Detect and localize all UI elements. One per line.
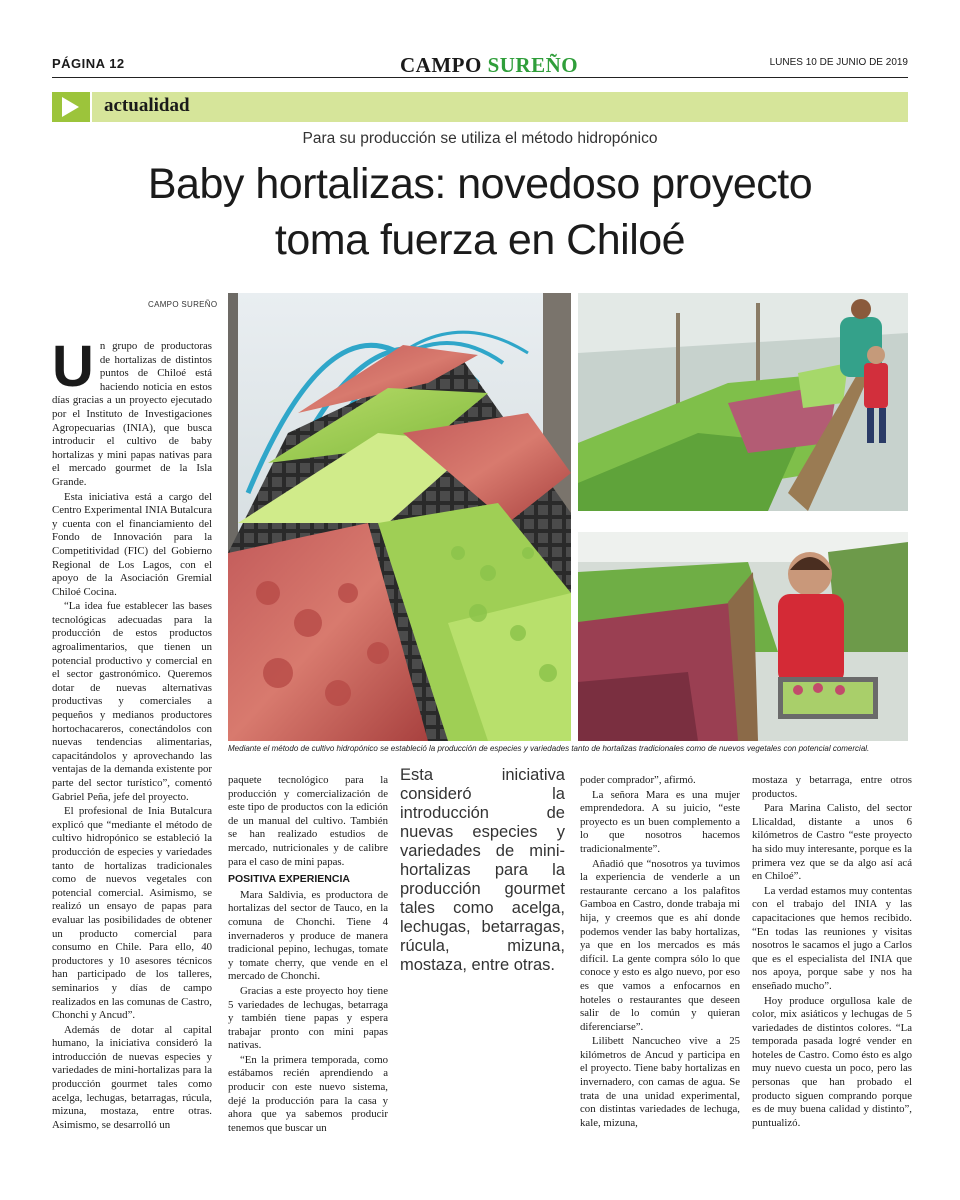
text-column-1 [52,334,212,1133]
paragraph: Gracias a este proyecto hoy tiene 5 variedades de lechugas, betarraga y también tiene papas y espera trabajar pronto con mini papas nativas. [228,984,388,1052]
subheading: POSITIVA EXPERIENCIA [228,873,350,886]
paragraph: Para Marina Calisto, del sector Llicaldad, distante a unos 6 kilómetros de Castro “este proyecto ha sido muy interesante, porque es la primera vez que se da algo así acá en Chiloé”. [752,802,912,883]
paragraph: paquete tecnológico para la producción y comercialización de este tipo de productos con la edición de un manual del cultivo. También se han realizado estudios de mercado, nutricionales y de calibre para el caso de mini papas. [228,774,388,868]
photo-caption: Mediante el método de cultivo hidropónico se estableció la producción de especies y variedades tanto de hortalizas tradicionales como de nuevos vegetales con potencial comercial. [228,744,870,753]
play-arrow-icon [62,97,79,117]
paragraph: Añadió que “nosotros ya tuvimos la experiencia de venderle a un restaurante cercano a los palafitos Gamboa en Castro, donde trabaja mi hija, y creemos que es ahí donde podemos vender las baby hortalizas, ya que en los mercados es más difícil. La gente compra sólo lo que conoce y esto es algo nuevo, por eso es que vamos a enfocarnos en hoteles o restaurantes que deseen salir de lo común y quieran diferenciarse”. [580,857,740,1033]
photo-producer-greenhouse [578,293,908,511]
page-header [52,52,908,78]
pull-quote: Esta iniciativa consideró la introducción de nuevas especies y variedades de mini-hortalizas para la producción gourmet tales como acelga, lechugas, betarragas, rúcula, mizuna, mostaza, entre otras. [400,766,565,974]
headline-line-2: toma fuerza en Chiloé [274,216,686,264]
paragraph: Esta iniciativa está a cargo del Centro Experimental INIA Butalcura y cuenta con el financiamiento del Fondo de Innovación para la Competitividad (FIC) del Gobierno Regional de Los Lagos, con el apoyo de la Asociación Gremial Chiloé Cocina. [52,490,212,598]
paragraph: Hoy produce orgullosa kale de color, mix asiáticos y lechugas de 5 variedades de distintos colores. “La temporada pasada logré vender en hoteles de Castro. Como ésto es algo muy nuevo cuesta un poco, pero las personas que han probado el producto siguen comprando porque es de muy buena calidad y distinto”, puntualizó. [752,994,912,1129]
section-bar [52,92,908,122]
paragraph: Además de dotar al capital humano, la iniciativa consideró la introducción de nuevas especies y variedades de mini-hortalizas para la producción gourmet tales como acelga, lechugas, betarragas, rúcula, mizuna, mostaza, entre otras. Asimismo, se desarrolló un [52,1023,212,1131]
masthead-word-1: CAMPO [400,53,482,77]
paragraph: “En la primera temporada, como estábamos recién aprendiendo a producir con este nuevo sistema, dejé la producción para la casa y ahora que ya sabemos producir tenemos que buscar un [228,1053,388,1134]
photo-hydroponic-greenhouse [228,293,571,741]
page-number: PÁGINA 12 [52,56,125,71]
drop-cap: U [52,334,94,399]
paragraph: Mara Saldivia, es productora de hortalizas del sector de Tauco, en la comuna de Chonchi. Tiene 4 invernaderos y produce de manera tradicional pepino, lechugas, tomate y tomate cherry, que vende en el mercado de Chonchi. [228,888,388,983]
article-kicker: Para su producción se utiliza el método hidropónico [302,130,658,147]
photo-child-with-tray [578,532,908,741]
issue-date: LUNES 10 DE JUNIO DE 2019 [769,57,908,68]
text-column-3 [580,774,740,1131]
paragraph: poder comprador”, afirmó. [580,774,696,786]
paragraph: La verdad estamos muy contentas con el trabajo del INIA y las capacitaciones que hemos recibido. “En todas las reuniones y visitas nosotros le sacamos el jugo a Carlos que es el especialista del INIA que nos apoya, porque sabe y nos ha enseñado mucho”. [752,884,912,992]
paragraph: El profesional de Inia Butalcura explicó que “mediante el método de cultivo hidropónico se estableció la producción de especies y variedades tanto de hortalizas tradicionales como de nuevos vegetales con potencial comercial. Asimismo, se realizó un ensayo de papas para evaluar las posibilidades de obtener un producto comercial para consumo en Chile. Para ello, 40 productores y 10 asesores técnicos han participado de los talleres, seminarios y días de campo realizados en las comunas de Castro, Chonchi y Ancud”. [52,805,212,1022]
text-column-2 [228,774,388,1136]
article-headline [40,156,920,268]
section-divider [90,92,92,122]
paragraph: Lilibett Nancucheo vive a 25 kilómetros de Ancud y participa en el proyecto. Tiene baby hortalizas en invernadero, con camas de agua. Se trata de una unidad experimental, con distintas variedades de lechuga, kale, mizuna, [580,1035,740,1129]
masthead-word-2: SUREÑO [487,53,579,77]
masthead-logo [400,53,578,78]
section-label: actualidad [104,95,190,116]
paragraph: mostaza y betarraga, entre otros productos. [752,774,912,800]
paragraph: La señora Mara es una mujer emprendedora. A su juicio, “este proyecto es un buen complemento a lo que nosotros hacemos tradicionalmente”. [580,788,740,855]
paragraph: n grupo de productoras de hortalizas de distintos puntos de Chiloé está haciendo noticia en estos días gracias a un proyecto ejecutado por el Instituto de Investigaciones Agropecuarias (INIA), que busca introducir el cultivo de baby hortalizas y mini papas nativas para el mercado gourmet de la Isla Grande. [52,340,212,488]
paragraph: “La idea fue establecer las bases tecnológicas adecuadas para la producción de estos productos agroalimentarios, que tienen un potencial productivo y comercial en el sector gastronómico. Queremos dotar de nuevas alternativas productivas y comerciales a pequeños y medianos productores hortochacareros, conectándolos con nuevas tendencias alimentarias, capacitándolos y aprovechando las ventajas de la demanda existente por parte del sector turístico”, comentó Gabriel Peña, jefe del proyecto. [52,600,212,803]
text-column-4 [752,774,912,1131]
article-byline: CAMPO SUREÑO [148,300,218,309]
headline-line-1: Baby hortalizas: novedoso proyecto [147,160,813,208]
